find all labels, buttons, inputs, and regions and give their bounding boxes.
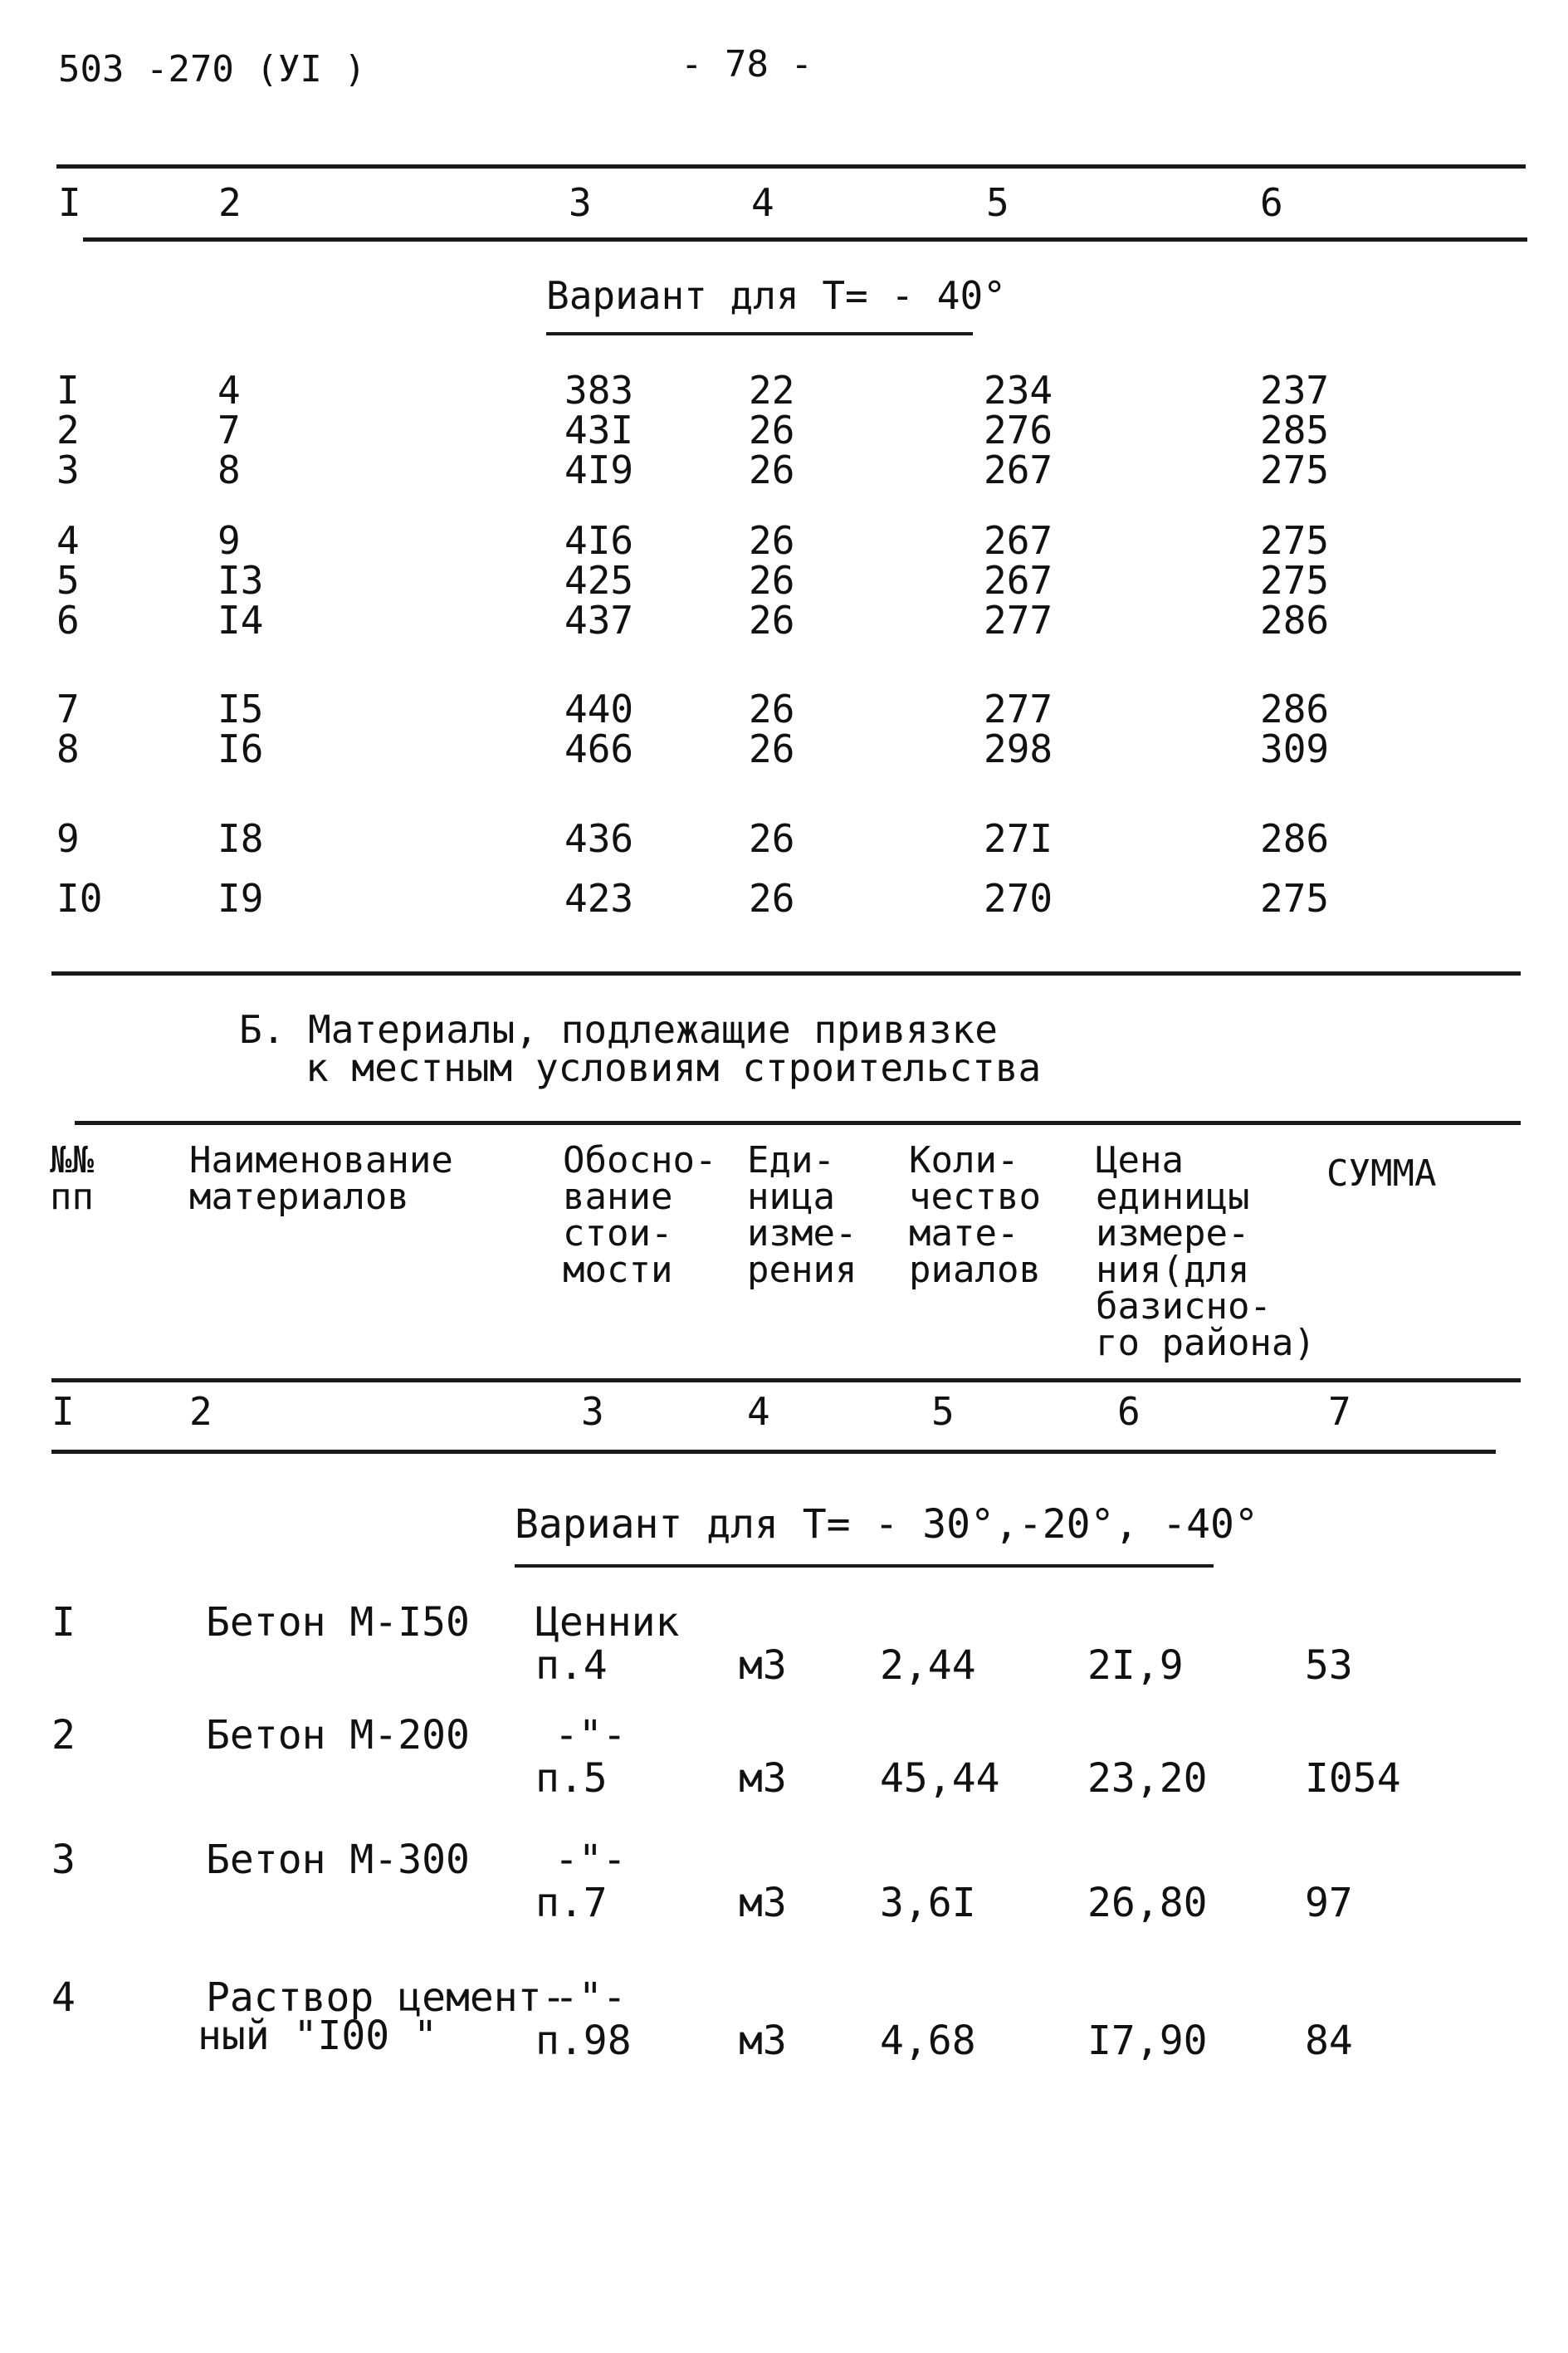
table2-cell-name: Бетон М-300 bbox=[206, 1837, 470, 1883]
table1-colnum-3: 3 bbox=[569, 180, 592, 225]
table1-cell-ref: I8 bbox=[217, 816, 264, 861]
table2-cell-number: 4 bbox=[51, 1974, 76, 2021]
table2-cell-sum: 97 bbox=[1305, 1880, 1353, 1926]
table1-cell-value-4: 26 bbox=[749, 876, 795, 921]
table2-colnum-5: 5 bbox=[931, 1389, 955, 1434]
table2-cell-price: 26,80 bbox=[1087, 1880, 1208, 1926]
table1-cell-ref: I4 bbox=[217, 598, 264, 643]
table1-cell-value-4: 26 bbox=[749, 408, 795, 452]
table1-cell-value-3: 4I6 bbox=[564, 518, 634, 563]
table1-cell-value-6: 275 bbox=[1260, 518, 1330, 563]
table1-cell-value-5: 267 bbox=[984, 518, 1053, 563]
table2-header-unit: Еди- ница изме- рения bbox=[747, 1139, 857, 1291]
table1-cell-value-3: 43I bbox=[564, 408, 634, 452]
table1-cell-ref: I9 bbox=[217, 876, 264, 921]
table2-cell-sum: 53 bbox=[1305, 1642, 1353, 1689]
table2-cell-name: Бетон М-200 bbox=[206, 1712, 470, 1759]
table2-cell-name: Раствор цемент- bbox=[206, 1974, 566, 2021]
table1-cell-value-4: 26 bbox=[749, 726, 795, 771]
table2-variant-title: Вариант для Т= - 30°,-20°, -40° bbox=[515, 1501, 1258, 1548]
table1-cell-value-4: 26 bbox=[749, 687, 795, 731]
section-b-title-line1: Б. Материалы, подлежащие привязке bbox=[239, 1007, 998, 1052]
table2-cell-name: Бетон М-I50 bbox=[206, 1599, 470, 1646]
table1-cell-value-3: 383 bbox=[564, 368, 634, 413]
table1-cell-value-6: 275 bbox=[1260, 558, 1330, 603]
table1-cell-value-3: 466 bbox=[564, 726, 634, 771]
table1-cell-value-5: 277 bbox=[984, 687, 1053, 731]
table1-cell-value-6: 275 bbox=[1260, 448, 1330, 492]
table1-cell-number: I0 bbox=[56, 876, 103, 921]
table2-cell-quantity: 4,68 bbox=[880, 2018, 976, 2064]
table2-cell-name-cont: ный "I00 " bbox=[198, 2013, 437, 2059]
table1-variant-title: Вариант для Т= - 40° bbox=[546, 273, 1006, 318]
table1-cell-number: 8 bbox=[56, 726, 80, 771]
table2-cell-quantity: 3,6I bbox=[880, 1880, 976, 1926]
table1-cell-value-6: 275 bbox=[1260, 876, 1330, 921]
table1-cell-ref: 7 bbox=[217, 408, 241, 452]
table2-cell-unit: м3 bbox=[739, 1880, 787, 1926]
table1-cell-value-5: 267 bbox=[984, 558, 1053, 603]
table2-cell-basis: -"- bbox=[554, 1974, 627, 2021]
table2-cell-number: 3 bbox=[51, 1837, 76, 1883]
table1-cell-value-4: 26 bbox=[749, 816, 795, 861]
table2-cell-number: 2 bbox=[51, 1712, 76, 1759]
table1-cell-value-3: 437 bbox=[564, 598, 634, 643]
table1-cell-value-4: 22 bbox=[749, 368, 795, 413]
table1-cell-value-3: 425 bbox=[564, 558, 634, 603]
table1-cell-value-6: 237 bbox=[1260, 368, 1330, 413]
table2-header-price: Цена единицы измере- ния(для базисно- го района) bbox=[1096, 1139, 1316, 1364]
table1-cell-value-4: 26 bbox=[749, 558, 795, 603]
table2-header-name: Наименование материалов bbox=[189, 1139, 453, 1218]
table1-cell-value-6: 285 bbox=[1260, 408, 1330, 452]
table2-header-rule bbox=[51, 1378, 1521, 1382]
table1-cell-ref: I3 bbox=[217, 558, 264, 603]
table1-colnum-2: 2 bbox=[218, 180, 242, 225]
table2-cell-sum: I054 bbox=[1305, 1755, 1401, 1802]
table2-cell-price: 23,20 bbox=[1087, 1755, 1208, 1802]
table2-colnum-6: 6 bbox=[1117, 1389, 1141, 1434]
table2-colnum-3: 3 bbox=[581, 1389, 604, 1434]
section-b-title-line2: к местным условиям строительства bbox=[305, 1045, 1042, 1090]
table1-cell-number: 4 bbox=[56, 518, 80, 563]
table1-cell-value-5: 276 bbox=[984, 408, 1053, 452]
table2-cell-number: I bbox=[51, 1599, 76, 1646]
table2-variant-underline bbox=[515, 1564, 1214, 1568]
table1-top-rule bbox=[56, 164, 1526, 169]
table2-header-basis: Обосно- вание стои- мости bbox=[563, 1139, 717, 1291]
table1-cell-value-6: 309 bbox=[1260, 726, 1330, 771]
table2-cell-price: I7,90 bbox=[1087, 2018, 1208, 2064]
table1-cell-ref: 9 bbox=[217, 518, 241, 563]
table1-cell-ref: 8 bbox=[217, 448, 241, 492]
table1-cell-value-5: 277 bbox=[984, 598, 1053, 643]
table2-cell-sum: 84 bbox=[1305, 2018, 1353, 2064]
table2-cell-basis-ref: п.7 bbox=[535, 1880, 608, 1926]
table1-colnum-4: 4 bbox=[751, 180, 774, 225]
table1-cell-value-3: 4I9 bbox=[564, 448, 634, 492]
table1-cell-number: I bbox=[56, 368, 80, 413]
table2-colnum-4: 4 bbox=[747, 1389, 770, 1434]
table2-cell-basis: -"- bbox=[554, 1712, 627, 1759]
table1-cell-number: 7 bbox=[56, 687, 80, 731]
table1-cell-value-4: 26 bbox=[749, 518, 795, 563]
table1-cell-value-3: 436 bbox=[564, 816, 634, 861]
table2-cell-basis: -"- bbox=[554, 1837, 627, 1883]
table1-bottom-rule bbox=[51, 971, 1521, 976]
table1-colnum-1: I bbox=[58, 180, 81, 225]
table1-cell-value-5: 234 bbox=[984, 368, 1053, 413]
table2-cell-unit: м3 bbox=[739, 1755, 787, 1802]
table1-header-rule bbox=[83, 237, 1527, 242]
table2-cell-basis-ref: п.4 bbox=[535, 1642, 608, 1689]
table2-colnum-7: 7 bbox=[1328, 1389, 1351, 1434]
table1-colnum-6: 6 bbox=[1260, 180, 1283, 225]
table1-cell-ref: 4 bbox=[217, 368, 241, 413]
table1-cell-value-3: 423 bbox=[564, 876, 634, 921]
table1-cell-number: 2 bbox=[56, 408, 80, 452]
table2-cell-price: 2I,9 bbox=[1087, 1642, 1184, 1689]
table1-cell-number: 5 bbox=[56, 558, 80, 603]
table1-cell-ref: I5 bbox=[217, 687, 264, 731]
table1-cell-number: 3 bbox=[56, 448, 80, 492]
table1-cell-number: 9 bbox=[56, 816, 80, 861]
table2-cell-quantity: 2,44 bbox=[880, 1642, 976, 1689]
table1-cell-value-6: 286 bbox=[1260, 687, 1330, 731]
table1-cell-value-5: 267 bbox=[984, 448, 1053, 492]
table1-cell-value-4: 26 bbox=[749, 448, 795, 492]
table2-cell-quantity: 45,44 bbox=[880, 1755, 1000, 1802]
table1-cell-value-4: 26 bbox=[749, 598, 795, 643]
page-number: - 78 - bbox=[681, 43, 813, 86]
table2-cell-basis: Ценник bbox=[535, 1599, 680, 1646]
table1-cell-value-6: 286 bbox=[1260, 598, 1330, 643]
table1-cell-value-5: 27I bbox=[984, 816, 1053, 861]
table1-colnum-5: 5 bbox=[986, 180, 1009, 225]
table1-cell-ref: I6 bbox=[217, 726, 264, 771]
table2-cell-basis-ref: п.98 bbox=[535, 2018, 632, 2064]
table2-top-rule bbox=[75, 1121, 1521, 1125]
table2-header-quantity: Коли- чество мате- риалов bbox=[909, 1139, 1041, 1291]
table1-cell-number: 6 bbox=[56, 598, 80, 643]
table1-cell-value-5: 270 bbox=[984, 876, 1053, 921]
table1-cell-value-3: 440 bbox=[564, 687, 634, 731]
table1-cell-value-6: 286 bbox=[1260, 816, 1330, 861]
table2-header-sum: СУММА bbox=[1326, 1152, 1437, 1195]
table2-cell-unit: м3 bbox=[739, 2018, 787, 2064]
table2-colnum-2: 2 bbox=[189, 1389, 212, 1434]
table2-cell-basis-ref: п.5 bbox=[535, 1755, 608, 1802]
document-code: 503 -270 (УI ) bbox=[58, 48, 366, 90]
table2-colnum-rule bbox=[51, 1450, 1496, 1454]
table2-colnum-1: I bbox=[51, 1389, 75, 1434]
table1-variant-underline bbox=[546, 332, 973, 335]
table1-cell-value-5: 298 bbox=[984, 726, 1053, 771]
table2-cell-unit: м3 bbox=[739, 1642, 787, 1689]
table2-header-number: №№ пп bbox=[50, 1139, 94, 1218]
